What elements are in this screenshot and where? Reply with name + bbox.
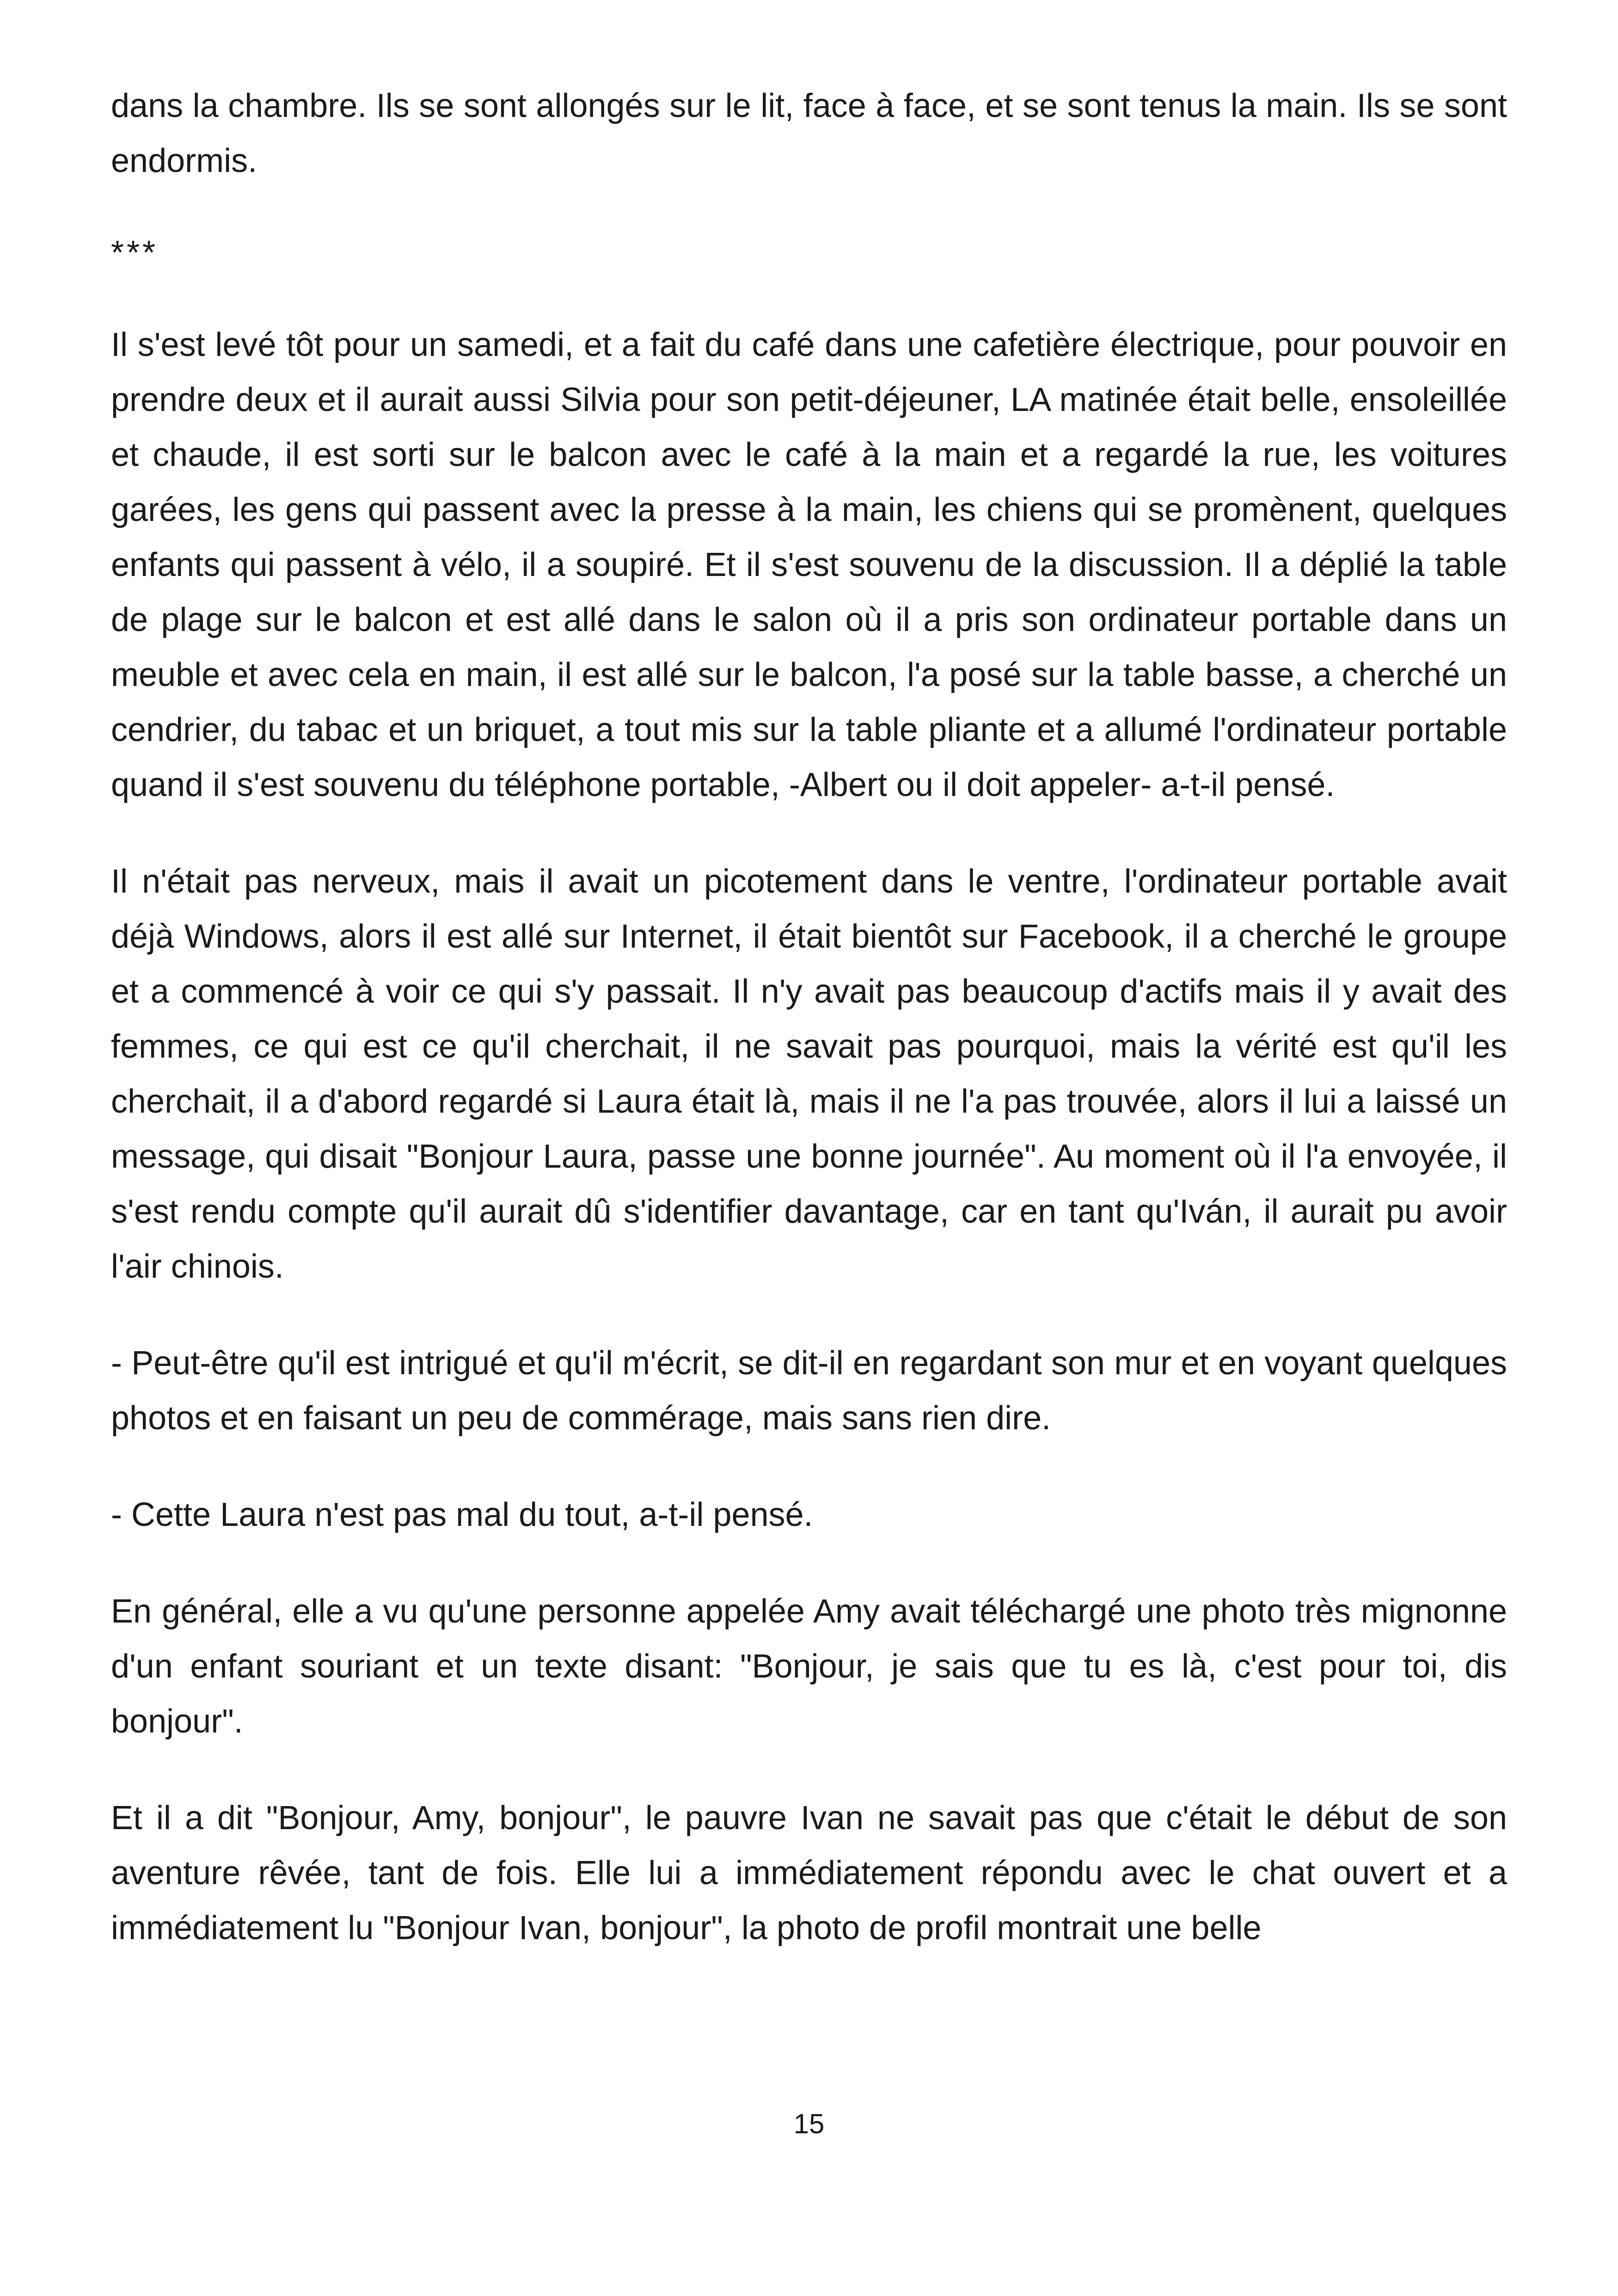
paragraph-4: - Peut-être qu'il est intrigué et qu'il m'écrit, se dit-il en regardant son mur et en voyant quelques photos et en faisant un peu de commérage, mais sans rien dire.	[111, 1345, 1507, 1437]
paragraph-2: Il s'est levé tôt pour un samedi, et a fait du café dans une cafetière électrique, pour pouvoir en prendre deux et il aurait aussi Silvia pour son petit-déjeuner, LA matinée était belle, ensoleillée et chaude, il est sorti sur le balcon avec le café à la main et a regardé la rue, les voitures garées, les gens qui passent avec la presse à la main, les chiens qui se promènent, quelques enfants qui passent à vélo, il a soupiré. Et il s'est souvenu de la discussion. Il a déplié la table de plage sur le balcon et est allé dans le salon où il a pris son ordinateur portable dans un meuble et avec cela en main, il est allé sur le balcon, l'a posé sur la table basse, a cherché un cendrier, du tabac et un briquet, a tout mis sur la table pliante et a allumé l'ordinateur portable quand il s'est souvenu du téléphone portable, -Albert ou il doit appeler- a-t-il pensé.	[111, 326, 1507, 803]
paragraph-3: Il n'était pas nerveux, mais il avait un picotement dans le ventre, l'ordinateur portable avait déjà Windows, alors il est allé sur Internet, il était bientôt sur Facebook, il a cherché le groupe et a commencé à voir ce qui s'y passait. Il n'y avait pas beaucoup d'actifs mais il y avait des femmes, ce qui est ce qu'il cherchait, il ne savait pas pourquoi, mais la vérité est qu'il les cherchait, il a d'abord regardé si Laura était là, mais il ne l'a pas trouvée, alors il lui a laissé un message, qui disait "Bonjour Laura, passe une bonne journée". Au moment où il l'a envoyée, il s'est rendu compte qu'il aurait dû s'identifier davantage, car en tant qu'Iván, il aurait pu avoir l'air chinois.	[111, 863, 1507, 1285]
paragraph-1: dans la chambre. Ils se sont allongés sur le lit, face à face, et se sont tenus la main. Ils se sont endormis.	[111, 87, 1507, 179]
paragraph-6: En général, elle a vu qu'une personne appelée Amy avait téléchargé une photo très mignonne d'un enfant souriant et un texte disant: "Bonjour, je sais que tu es là, c'est pour toi, dis bonjour".	[111, 1593, 1507, 1740]
paragraph-5: - Cette Laura n'est pas mal du tout, a-t-il pensé.	[111, 1496, 813, 1533]
section-separator: ***	[111, 234, 159, 271]
document-page	[111, 79, 1507, 1997]
page-number: 15	[793, 2108, 825, 2139]
paragraph-7: Et il a dit "Bonjour, Amy, bonjour", le pauvre Ivan ne savait pas que c'était le début de son aventure rêvée, tant de fois. Elle lui a immédiatement répondu avec le chat ouvert et a immédiatement lu "Bonjour Ivan, bonjour", la photo de profil montrait une belle	[111, 1800, 1507, 1947]
